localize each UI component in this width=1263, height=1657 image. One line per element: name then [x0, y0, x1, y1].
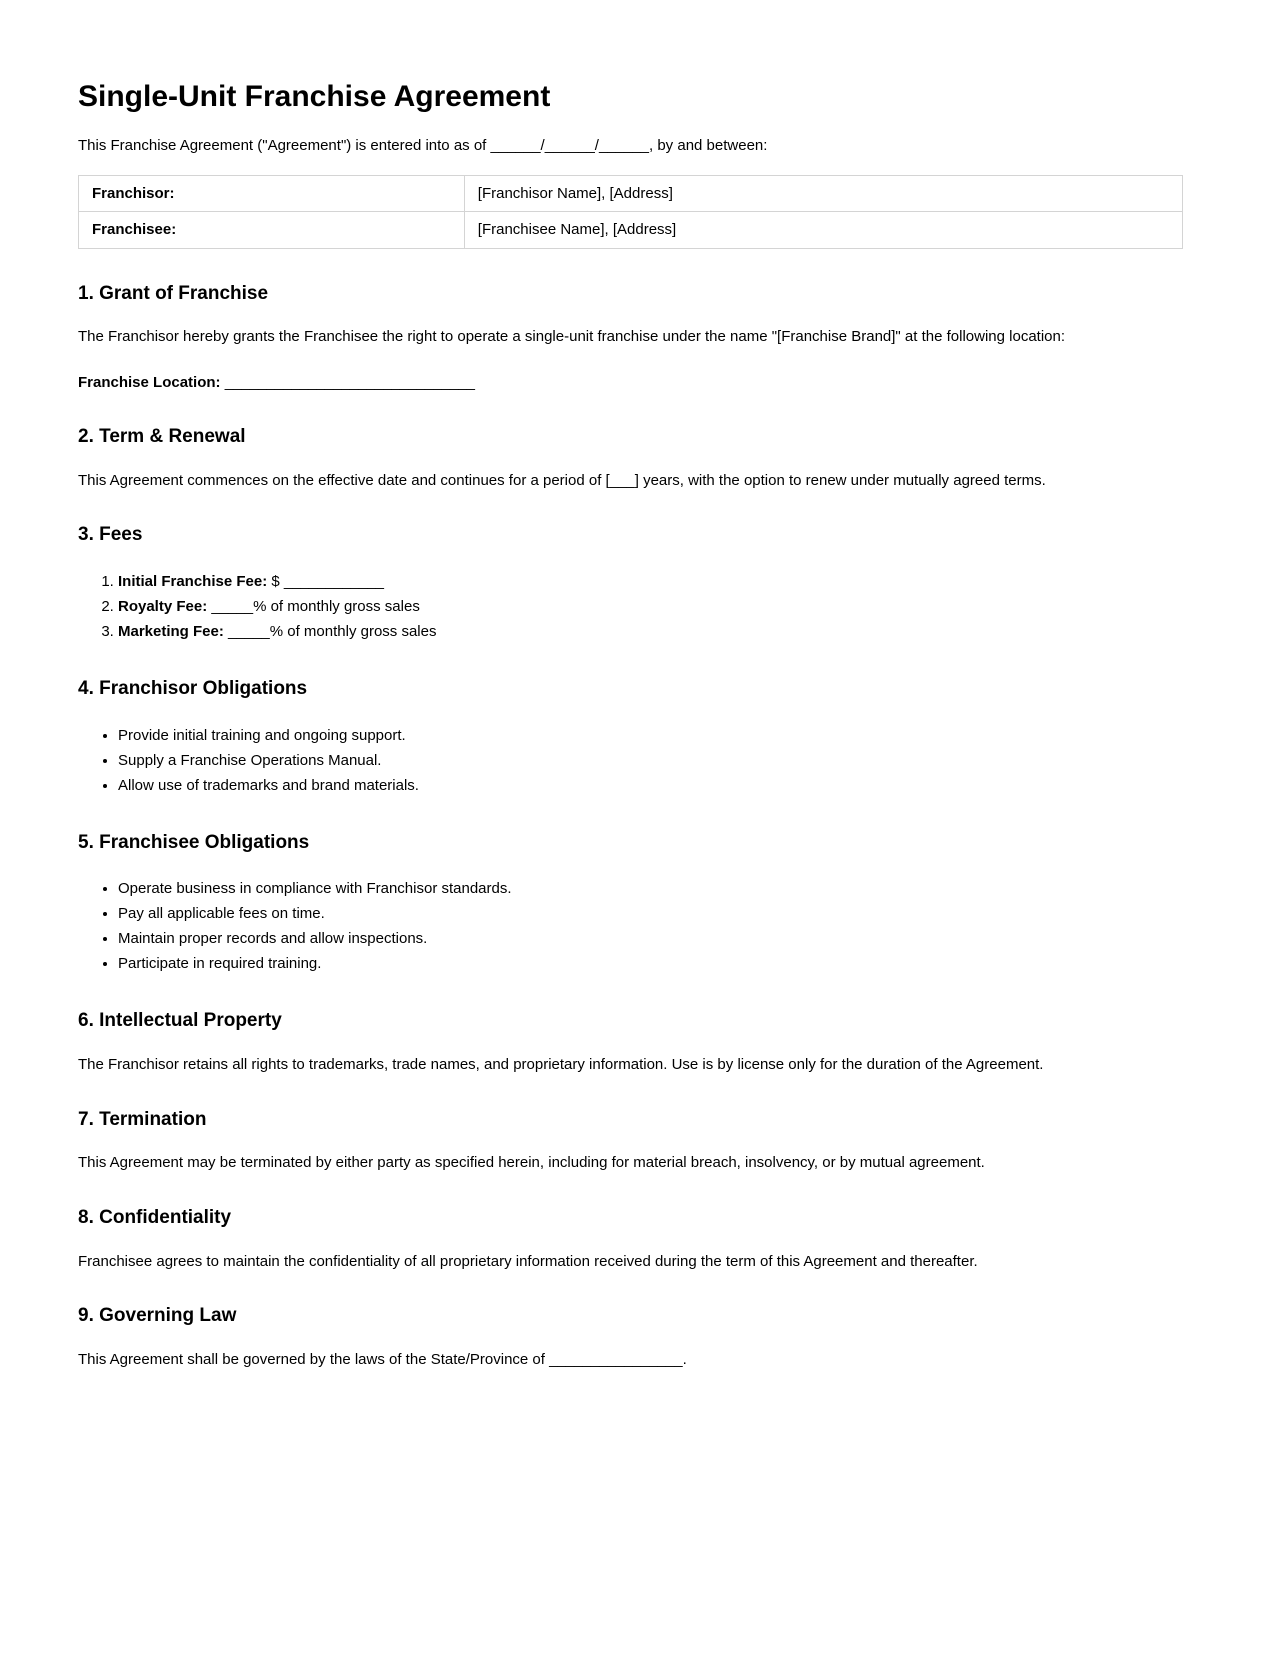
- section-paragraph: The Franchisor retains all rights to trademarks, trade names, and proprietary information. Use is by license only for the duration of the Agreement.: [78, 1056, 1044, 1074]
- section-paragraph: This Agreement shall be governed by the laws of the State/Province of ________________.: [78, 1350, 687, 1368]
- section-heading-fees: 3. Fees: [78, 524, 143, 546]
- section-heading-governing-law: 9. Governing Law: [78, 1305, 237, 1326]
- list-item: • Operate business in compliance with Franchisor standards.: [118, 876, 1183, 901]
- list-item: • Pay all applicable fees on time.: [118, 901, 1183, 926]
- franchisor-obligations-list: [78, 723, 1183, 798]
- section-heading-termination: 7. Termination: [78, 1108, 207, 1130]
- parties-table: [78, 175, 1183, 249]
- list-item: • Provide initial training and ongoing support.: [118, 723, 1183, 748]
- franchisee-value: [Franchisee Name], [Address]: [464, 212, 1182, 249]
- section-heading-grant-of-franchise: 1. Grant of Franchise: [78, 282, 269, 304]
- page-title: Single-Unit Franchise Agreement: [78, 80, 551, 113]
- franchisor-value: [Franchisor Name], [Address]: [464, 175, 1182, 212]
- section-confidentiality: [78, 1206, 1183, 1271]
- list-item: • Supply a Franchise Operations Manual.: [118, 748, 1183, 773]
- intro-paragraph: This Franchise Agreement ("Agreement") is entered into as of ______/______/______, by and between:: [78, 137, 768, 154]
- list-item-initial-franchise-fee: [118, 569, 1183, 594]
- fee-label: Initial Franchise Fee:: [118, 573, 268, 591]
- section-grant-of-franchise: [78, 282, 1183, 393]
- section-paragraph: The Franchisor hereby grants the Franchisee the right to operate a single-unit franchise under the name "[Franchise Brand]" at the following location:: [78, 328, 1066, 346]
- franchise-location-line: [78, 373, 1183, 393]
- section-termination: [78, 1108, 1183, 1173]
- section-heading-term-renewal: 2. Term & Renewal: [78, 426, 246, 448]
- table-row-franchisor: [79, 175, 1183, 212]
- section-governing-law: [78, 1304, 1183, 1369]
- list-item: • Maintain proper records and allow inspections.: [118, 926, 1183, 951]
- section-term-renewal: [78, 425, 1183, 490]
- list-item-marketing-fee: [118, 619, 1183, 644]
- franchisee-obligations-list: [78, 876, 1183, 976]
- section-fees: [78, 523, 1183, 644]
- section-intellectual-property: [78, 1009, 1183, 1074]
- section-franchisor-obligations: [78, 677, 1183, 798]
- section-paragraph: Franchisee agrees to maintain the confidentiality of all proprietary information received during the term of this Agreement and thereafter.: [78, 1252, 978, 1270]
- section-franchisee-obligations: [78, 831, 1183, 977]
- section-paragraph: This Agreement commences on the effective date and continues for a period of [___] years, with the option to renew under mutually agreed terms.: [78, 471, 1046, 489]
- section-heading-confidentiality: 8. Confidentiality: [78, 1206, 232, 1228]
- list-item: • Allow use of trademarks and brand materials.: [118, 773, 1183, 798]
- fee-blank: _____% of monthly gross sales: [207, 598, 420, 616]
- section-heading-franchisee-obligations: 5. Franchisee Obligations: [78, 831, 310, 853]
- franchisor-label: Franchisor:: [79, 175, 465, 212]
- fees-list: [78, 569, 1183, 644]
- franchisee-label: Franchisee:: [79, 212, 465, 249]
- section-heading-franchisor-obligations: 4. Franchisor Obligations: [78, 678, 308, 700]
- fee-blank: $ ____________: [267, 573, 385, 591]
- list-item: • Participate in required training.: [118, 951, 1183, 976]
- table-row-franchisee: [79, 212, 1183, 249]
- list-item-royalty-fee: [118, 594, 1183, 619]
- fee-label: Marketing Fee:: [118, 623, 224, 641]
- section-paragraph: This Agreement may be terminated by either party as specified herein, including for material breach, insolvency, or by mutual agreement.: [78, 1154, 985, 1172]
- section-heading-intellectual-property: 6. Intellectual Property: [78, 1010, 282, 1032]
- fee-blank: _____% of monthly gross sales: [223, 623, 437, 641]
- franchise-location-label: Franchise Location:: [78, 373, 221, 391]
- fee-label: Royalty Fee:: [118, 598, 208, 616]
- franchise-location-blank: ______________________________: [220, 373, 475, 391]
